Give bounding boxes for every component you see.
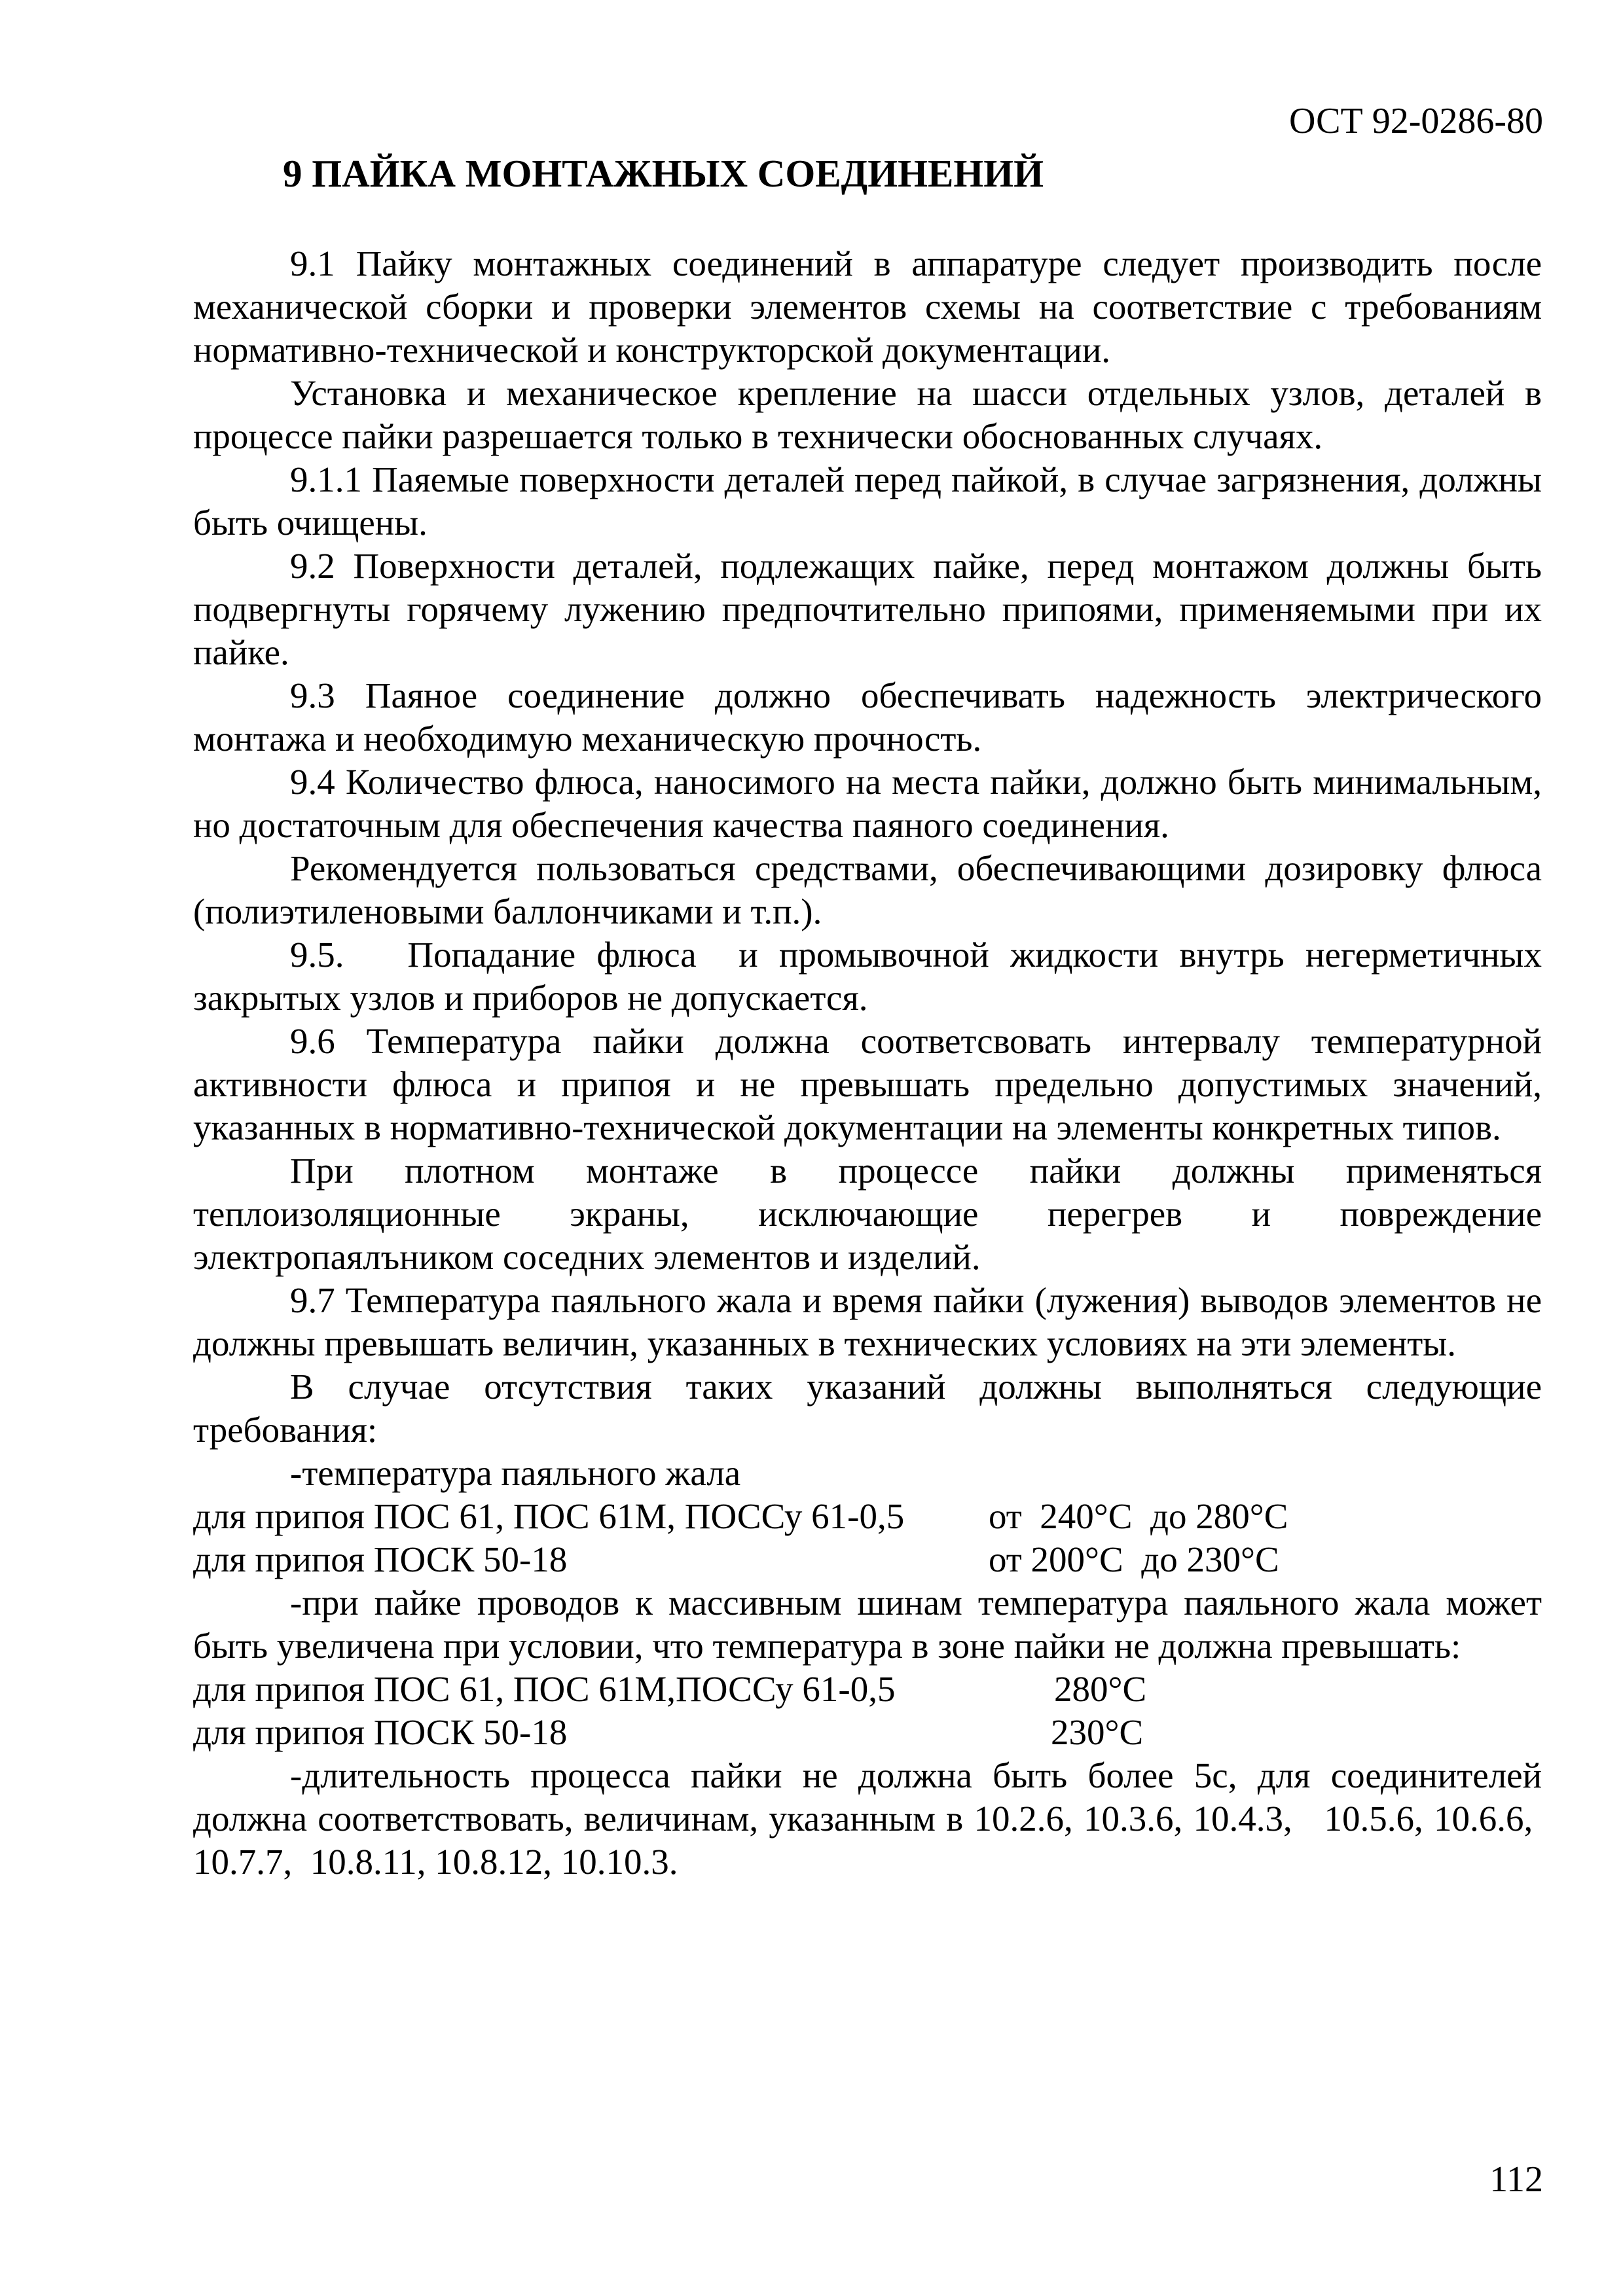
zone-temp-row	[193, 1668, 1542, 1711]
tip-temp-solder: для припоя ПОСК 50-18	[193, 1539, 568, 1579]
paragraph-recommendation: Рекомендуется пользоваться средствами, обеспечивающими дозировку флюса (полиэтиленовыми баллончиками и т.п.).	[193, 848, 1542, 931]
paragraph-requirements: В случае отсутствия таких указаний должны выполняться следующие требования:	[193, 1367, 1542, 1450]
paragraph-9-7: 9.7 Температура паяльного жала и время пайки (лужения) выводов элементов не должны превышать величин, указанных в технических условиях на эти элементы.	[193, 1280, 1542, 1363]
paragraph-tip-temperature: -температура паяльного жала	[290, 1453, 741, 1493]
paragraph-heavy-bus: -при пайке проводов к массивным шинам температура паяльного жала может быть увеличена при условии, что температура в зоне пайки не должна превышать:	[193, 1583, 1542, 1666]
paragraph-9-6: 9.6 Температура пайки должна соответсвовать интервалу температурной активности флюса и припоя и не превышать предельно допустимых значений, указанных в нормативно-технической документации на элементы конкретных типов.	[193, 1021, 1542, 1147]
paragraph-9-3: 9.3 Паяное соединение должно обеспечивать надежность электрического монтажа и необходимую механическую прочность.	[193, 675, 1542, 759]
tip-temp-range: от 240°С до 280°С	[989, 1496, 1288, 1536]
zone-temp-value: 230°С	[1051, 1712, 1144, 1752]
zone-temp-value: 280°С	[1054, 1669, 1147, 1709]
page-number: 112	[1489, 2159, 1543, 2200]
tip-temp-range: от 200°С до 230°С	[989, 1539, 1279, 1579]
tip-temp-row	[193, 1495, 1542, 1538]
section-title: 9 ПАЙКА МОНТАЖНЫХ СОЕДИНЕНИЙ	[283, 152, 1044, 195]
paragraph-9-5: 9.5. Попадание флюса и промывочной жидкости внутрь негерметичных закрытых узлов и приборов не допускается.	[193, 935, 1542, 1018]
paragraph-duration: -длительность процесса пайки не должна быть более 5с, для соединителей должна соответствовать, величинам, указанным в 10.2.6, 10.3.6, 10.4.3, 10.5.6, 10.6.6, 10.7.7, 10.8.11, 10.8.12, 10.10.3.	[193, 1755, 1542, 1882]
zone-temp-solder: для припоя ПОС 61, ПОС 61М,ПОССу 61-0,5	[193, 1669, 896, 1709]
paragraph-9-2: 9.2 Поверхности деталей, подлежащих пайке, перед монтажом должны быть подвергнуты горячему лужению предпочтительно припоями, применяемыми при их пайке.	[193, 546, 1542, 672]
paragraph-9-1-1: 9.1.1 Паяемые поверхности деталей перед пайкой, в случае загрязнения, должны быть очищены.	[193, 459, 1542, 543]
tip-temp-row	[193, 1538, 1542, 1581]
tip-temp-solder: для припоя ПОС 61, ПОС 61М, ПОССу 61-0,5	[193, 1496, 905, 1536]
paragraph-9-1: 9.1 Пайку монтажных соединений в аппаратуре следует производить после механической сборки и проверки элементов схемы на соответствие с требованиям нормативно-технической и конструкторской документации.	[193, 243, 1542, 370]
zone-temp-row	[193, 1711, 1542, 1754]
document-body	[193, 242, 1542, 1884]
document-code: ОСТ 92-0286-80	[1289, 101, 1543, 141]
paragraph-9-4: 9.4 Количество флюса, наносимого на места пайки, должно быть минимальным, но достаточным для обеспечения качества паяного соединения.	[193, 762, 1542, 845]
paragraph-mounting: Установка и механическое крепление на шасси отдельных узлов, деталей в процессе пайки разрешается только в технически обоснованных случаях.	[193, 373, 1542, 456]
zone-temp-solder: для припоя ПОСК 50-18	[193, 1712, 568, 1752]
paragraph-dense-mounting: При плотном монтаже в процессе пайки должны применяться теплоизоляционные экраны, исключающие перегрев и повреждение электропаялъником соседних элементов и изделий.	[193, 1151, 1542, 1277]
